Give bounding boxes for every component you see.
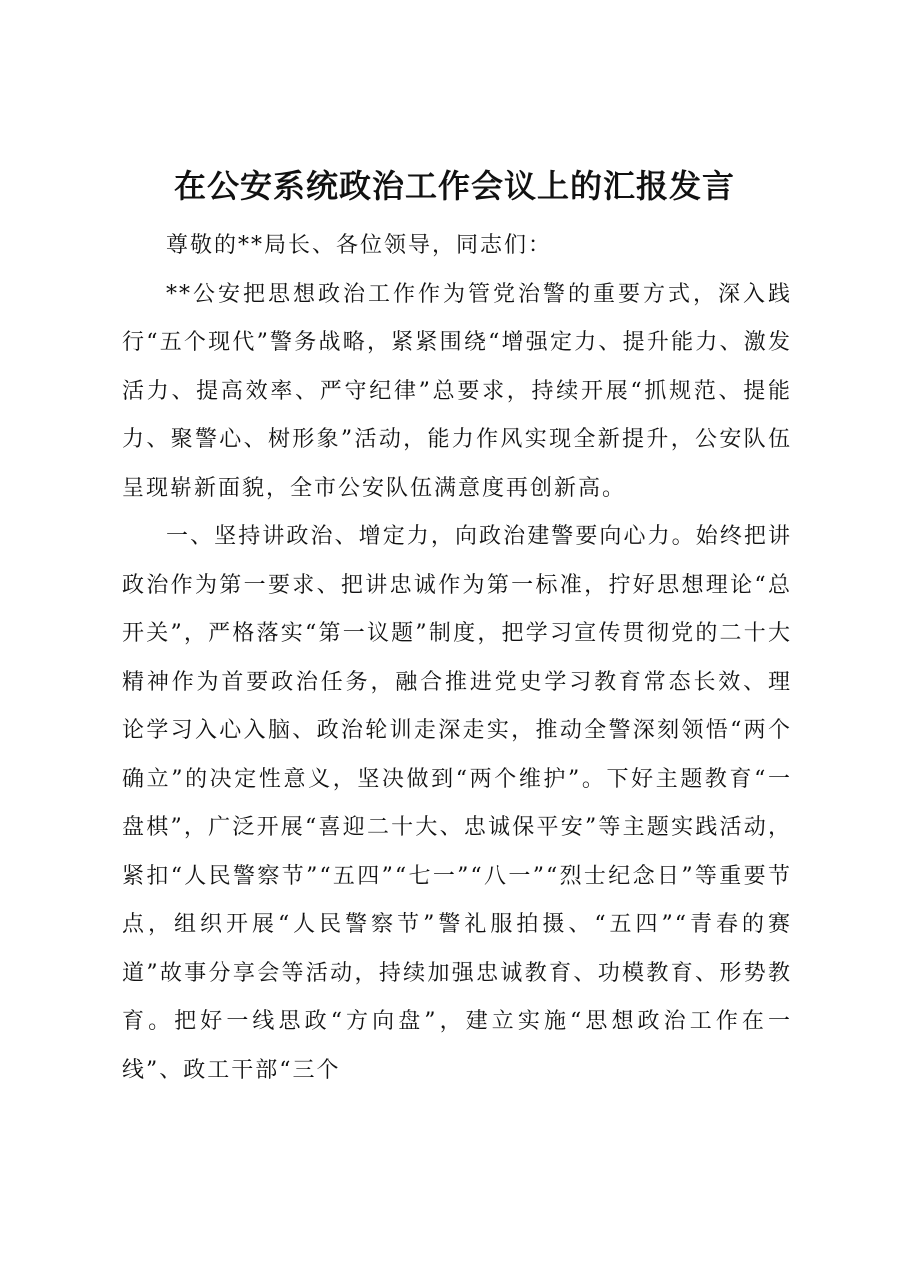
document-title: 在公安系统政治工作会议上的汇报发言: [173, 167, 735, 205]
paragraph-section-one: 一、坚持讲政治、增定力，向政治建警要向心力。始终把讲政治作为第一要求、把讲忠诚作为第一标准，拧好思想理论“总开关”，严格落实“第一议题”制度，把学习宣传贯彻党的二十大精神作为首要政治任务，融合推进党史学习教育常态长效、理论学习入心入脑、政治轮训走深走实，推动全警深刻领悟“两个确立”的决定性意义，坚决做到“两个维护”。下好主题教育“一盘棋”，广泛开展“喜迎二十大、忠诚保平安”等主题实践活动，紧扣“人民警察节”“五四”“七一”“八一”“烈士纪念日”等重要节点，组织开展“人民警察节”警礼服拍摄、“五四”“青春的赛道”故事分享会等活动，持续加强忠诚教育、功模教育、形势教育。把好一线思政“方向盘”，建立实施“思想政治工作在一线”、政工干部“三个: [122, 524, 792, 1083]
document-body: [122, 222, 792, 1095]
salutation: 尊敬的**局长、各位领导，同志们：: [166, 233, 553, 258]
paragraph-intro: **公安把思想政治工作作为管党治警的重要方式，深入践行“五个现代”警务战略，紧紧围绕“增强定力、提升能力、激发活力、提高效率、严守纪律”总要求，持续开展“抓规范、提能力、聚警心、树形象”活动，能力作风实现全新提升，公安队伍呈现崭新面貌，全市公安队伍满意度再创新高。: [122, 281, 792, 501]
